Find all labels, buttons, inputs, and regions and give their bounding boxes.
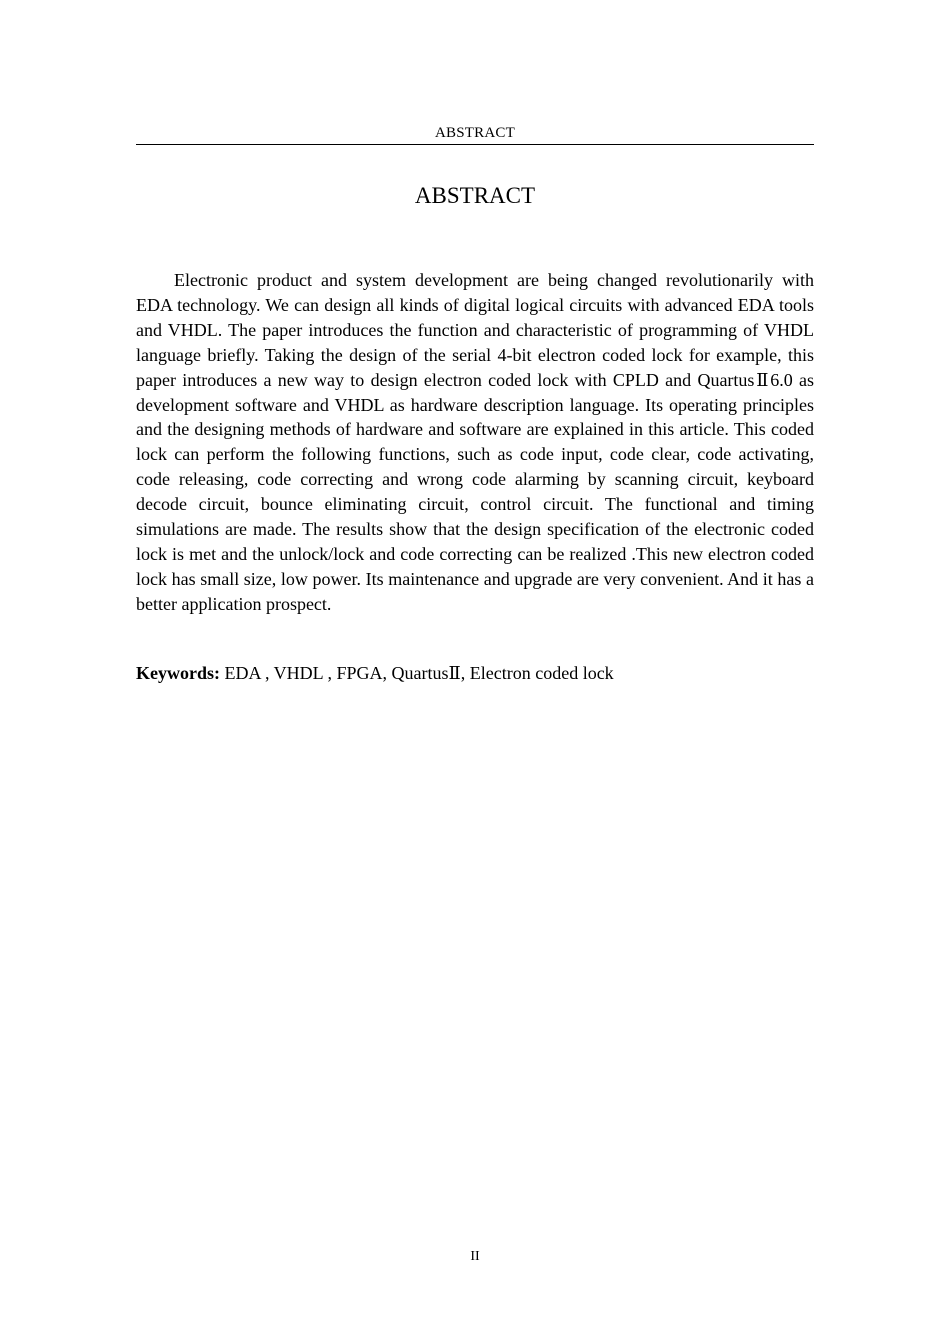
running-header: ABSTRACT — [435, 125, 515, 141]
keywords-line — [136, 661, 814, 686]
header-divider — [136, 144, 814, 145]
abstract-paragraph: Electronic product and system development are being changed revolutionarily with EDA technology. We can design all kinds of digital logical circuits with advanced EDA tools and VHDL. The paper introduces the function and characteristic of programming of VHDL language briefly. Taking the design of the serial 4-bit electron coded lock for example, this paper introduces a new way to design electron coded lock with CPLD and QuartusⅡ6.0 as development software and VHDL as hardware description language. Its operating principles and the designing methods of hardware and software are explained in this article. This coded lock can perform the following functions, such as code input, code clear, code activating, code releasing, code correcting and wrong code alarming by scanning circuit, keyboard decode circuit, bounce eliminating circuit, control circuit. The functional and timing simulations are made. The results show that the design specification of the electronic coded lock is met and the unlock/lock and code correcting can be realized .This new electron coded lock has small size, low power. Its maintenance and upgrade are very convenient. And it has a better application prospect. — [136, 270, 814, 614]
page-title: ABSTRACT — [414, 183, 536, 208]
page-number: II — [470, 1249, 480, 1264]
keywords-label: Keywords: — [136, 663, 220, 683]
keywords-text: EDA , VHDL , FPGA, QuartusⅡ, Electron coded lock — [224, 663, 614, 683]
